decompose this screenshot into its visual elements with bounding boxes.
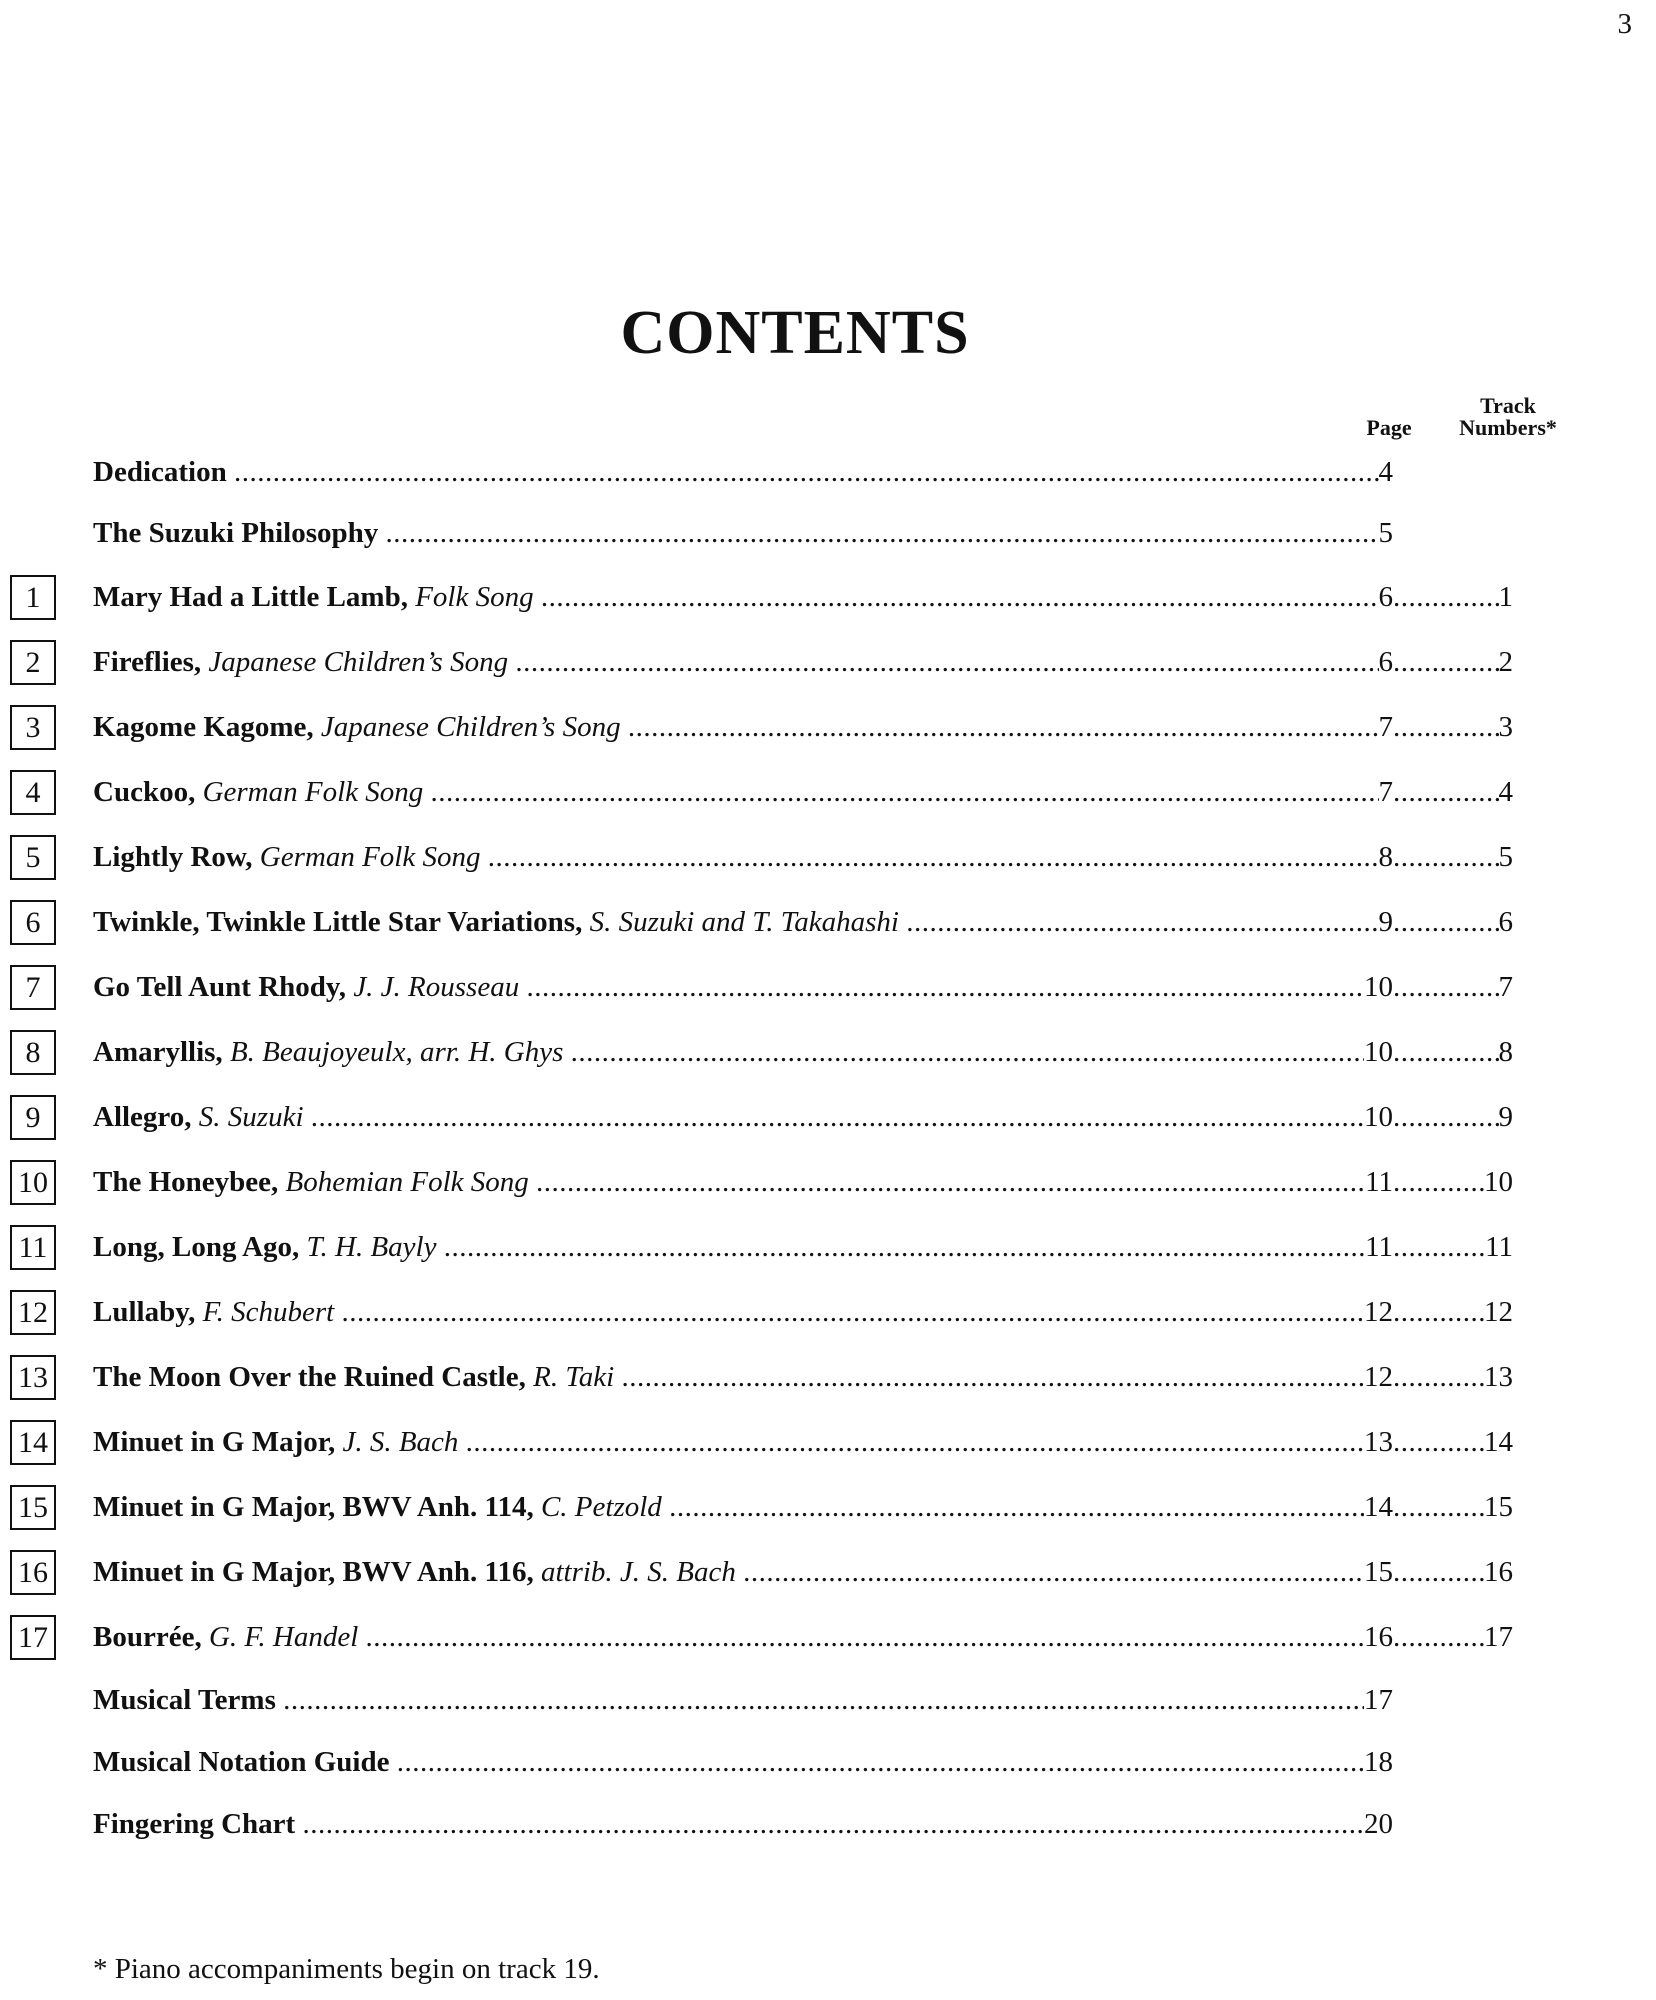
page-number: 3: [1617, 8, 1632, 40]
dot-leader: [571, 1036, 1364, 1069]
track-dot-leader: [1393, 841, 1499, 874]
toc-entry-line: [93, 517, 1393, 550]
entry-composer: J. J. Rousseau: [353, 971, 520, 1003]
dot-leader: [906, 906, 1378, 939]
entry-track: [1393, 646, 1513, 679]
entry-title: Go Tell Aunt Rhody,: [93, 971, 347, 1003]
entry-track: [1393, 1166, 1513, 1199]
entry-track: [1393, 1426, 1513, 1459]
track-number-box: 12: [10, 1290, 56, 1335]
entry-page-number: 6: [1378, 581, 1393, 613]
entry-title: Dedication: [93, 456, 227, 488]
toc-entry: [0, 1800, 1656, 1850]
entry-composer: T. H. Bayly: [306, 1231, 437, 1263]
toc-entry-line: [93, 971, 1393, 1004]
entry-composer: R. Taki: [533, 1361, 615, 1393]
toc-entry: [0, 638, 1656, 688]
entry-page-number: 10: [1364, 1101, 1393, 1133]
entry-title: Minuet in G Major, BWV Anh. 116,: [93, 1556, 534, 1588]
entry-title: Kagome Kagome,: [93, 711, 314, 743]
entry-track-number: 17: [1484, 1621, 1513, 1653]
track-number-box: 16: [10, 1550, 56, 1595]
track-dot-leader: [1393, 1296, 1484, 1329]
track-dot-leader: [1393, 1556, 1484, 1589]
track-number-box: 7: [10, 965, 56, 1010]
entry-track-number: 10: [1484, 1166, 1513, 1198]
toc-entry: [0, 1223, 1656, 1273]
track-dot-leader: [1393, 1036, 1499, 1069]
entry-track-number: 9: [1498, 1101, 1513, 1133]
dot-leader: [311, 1101, 1364, 1134]
dot-leader: [444, 1231, 1365, 1264]
toc-entry-line: [93, 1296, 1393, 1329]
entry-track-number: 14: [1484, 1426, 1513, 1458]
track-dot-leader: [1393, 776, 1499, 809]
track-dot-leader: [1393, 1231, 1485, 1264]
entry-composer: F. Schubert: [202, 1296, 335, 1328]
entry-title: Musical Notation Guide: [93, 1746, 390, 1778]
footnote: * Piano accompaniments begin on track 19.: [93, 1953, 600, 1985]
entry-page-number: 10: [1364, 971, 1393, 1003]
entry-track-number: 2: [1498, 646, 1513, 678]
entry-track: [1393, 1361, 1513, 1394]
entry-title: Bourrée,: [93, 1621, 202, 1653]
toc-entry: [0, 1613, 1656, 1663]
dot-leader: [386, 517, 1379, 550]
toc-entry-line: [93, 456, 1393, 489]
entry-track-number: 6: [1498, 906, 1513, 938]
toc-entry: [0, 1738, 1656, 1788]
entry-track-number: 8: [1498, 1036, 1513, 1068]
track-number-box: 5: [10, 835, 56, 880]
entry-composer: C. Petzold: [540, 1491, 662, 1523]
toc-entry: [0, 1288, 1656, 1338]
track-dot-leader: [1393, 1361, 1484, 1394]
track-number-box: 9: [10, 1095, 56, 1140]
entry-page-number: 10: [1364, 1036, 1393, 1068]
entry-track-number: 5: [1498, 841, 1513, 873]
entry-title: Minuet in G Major, BWV Anh. 114,: [93, 1491, 534, 1523]
entry-page-number: 15: [1364, 1556, 1393, 1588]
toc-entry: [0, 1418, 1656, 1468]
dot-leader: [397, 1746, 1364, 1779]
entry-composer: Japanese Children’s Song: [208, 646, 509, 678]
entry-track-number: 7: [1498, 971, 1513, 1003]
toc-entry-line: [93, 1166, 1393, 1199]
entry-title: Amaryllis,: [93, 1036, 223, 1068]
entry-title: The Honeybee,: [93, 1166, 279, 1198]
entry-page-number: 7: [1378, 711, 1393, 743]
entry-composer: S. Suzuki: [198, 1101, 304, 1133]
entry-page-number: 12: [1364, 1361, 1393, 1393]
track-number-box: 3: [10, 705, 56, 750]
entry-track-number: 3: [1498, 711, 1513, 743]
page-title: CONTENTS: [620, 299, 970, 367]
track-number-box: 10: [10, 1160, 56, 1205]
toc-entry-line: [93, 841, 1393, 874]
toc-entry-line: [93, 1746, 1393, 1779]
dot-leader: [466, 1426, 1364, 1459]
entry-title: Cuckoo,: [93, 776, 196, 808]
entry-page-number: 14: [1364, 1491, 1393, 1523]
track-number-box: 14: [10, 1420, 56, 1465]
entry-track-number: 1: [1498, 581, 1513, 613]
toc-entry: [0, 1028, 1656, 1078]
entry-title: Twinkle, Twinkle Little Star Variations,: [93, 906, 583, 938]
toc-entry: [0, 963, 1656, 1013]
entry-track: [1393, 1296, 1513, 1329]
toc-entry: [0, 768, 1656, 818]
entry-title: Lullaby,: [93, 1296, 196, 1328]
entry-page-number: 4: [1378, 456, 1393, 488]
track-dot-leader: [1393, 1426, 1484, 1459]
track-column-header: [1448, 395, 1568, 439]
track-dot-leader: [1393, 646, 1499, 679]
track-column-header-line1: Track: [1480, 393, 1536, 418]
page-column-header: Page: [1366, 415, 1412, 440]
dot-leader: [234, 456, 1379, 489]
entry-track: [1393, 1231, 1513, 1264]
toc-entry-line: [93, 1556, 1393, 1589]
toc-entry-line: [93, 1684, 1393, 1717]
toc-entry-line: [93, 1036, 1393, 1069]
dot-leader: [541, 581, 1379, 614]
entry-track: [1393, 1101, 1513, 1134]
track-number-box: 15: [10, 1485, 56, 1530]
entry-composer: Bohemian Folk Song: [285, 1166, 529, 1198]
toc-entry: [0, 509, 1656, 559]
entry-title: Musical Terms: [93, 1684, 276, 1716]
entry-track: [1393, 1491, 1513, 1524]
dot-leader: [621, 1361, 1364, 1394]
toc-entry: [0, 573, 1656, 623]
entry-composer: German Folk Song: [259, 841, 481, 873]
entry-track-number: 12: [1484, 1296, 1513, 1328]
entry-title: The Suzuki Philosophy: [93, 517, 379, 549]
toc-entry: [0, 703, 1656, 753]
track-number-box: 11: [10, 1225, 56, 1270]
entry-track: [1393, 1621, 1513, 1654]
entry-track: [1393, 906, 1513, 939]
dot-leader: [669, 1491, 1364, 1524]
track-number-box: 6: [10, 900, 56, 945]
track-number-box: 13: [10, 1355, 56, 1400]
toc-entry: [0, 1093, 1656, 1143]
entry-track: [1393, 711, 1513, 744]
toc-entry: [0, 1483, 1656, 1533]
dot-leader: [526, 971, 1364, 1004]
entry-page-number: 9: [1378, 906, 1393, 938]
entry-composer: Folk Song: [415, 581, 534, 613]
toc-entry: [0, 1353, 1656, 1403]
entry-track-number: 4: [1498, 776, 1513, 808]
entry-title: Allegro,: [93, 1101, 192, 1133]
toc-entry: [0, 1158, 1656, 1208]
toc-entry-line: [93, 1808, 1393, 1841]
dot-leader: [341, 1296, 1364, 1329]
toc-entry: [0, 1548, 1656, 1598]
track-dot-leader: [1393, 581, 1499, 614]
entry-page-number: 7: [1378, 776, 1393, 808]
toc-entry: [0, 1676, 1656, 1726]
entry-composer: B. Beaujoyeulx, arr. H. Ghys: [229, 1036, 564, 1068]
toc-entry-line: [93, 1621, 1393, 1654]
dot-leader: [431, 776, 1379, 809]
toc-entry-line: [93, 1101, 1393, 1134]
entry-track-number: 16: [1484, 1556, 1513, 1588]
entry-page-number: 17: [1364, 1684, 1393, 1716]
entry-page-number: 13: [1364, 1426, 1393, 1458]
track-dot-leader: [1393, 711, 1499, 744]
toc-entry-line: [93, 646, 1393, 679]
entry-page-number: 11: [1365, 1166, 1393, 1198]
entry-title: Long, Long Ago,: [93, 1231, 300, 1263]
entry-page-number: 18: [1364, 1746, 1393, 1778]
track-dot-leader: [1393, 1621, 1484, 1654]
track-number-box: 8: [10, 1030, 56, 1075]
dot-leader: [366, 1621, 1364, 1654]
dot-leader: [628, 711, 1379, 744]
entry-page-number: 12: [1364, 1296, 1393, 1328]
entry-composer: Japanese Children’s Song: [320, 711, 621, 743]
toc-entry-line: [93, 776, 1393, 809]
entry-title: The Moon Over the Ruined Castle,: [93, 1361, 526, 1393]
entry-track-number: 15: [1484, 1491, 1513, 1523]
dot-leader: [283, 1684, 1364, 1717]
toc-entry-line: [93, 906, 1393, 939]
track-number-box: 1: [10, 575, 56, 620]
entry-page-number: 11: [1365, 1231, 1393, 1263]
dot-leader: [515, 646, 1378, 679]
entry-title: Minuet in G Major,: [93, 1426, 336, 1458]
entry-page-number: 5: [1378, 517, 1393, 549]
toc-entry-line: [93, 1231, 1393, 1264]
entry-composer: G. F. Handel: [208, 1621, 359, 1653]
entry-composer: attrib. J. S. Bach: [540, 1556, 736, 1588]
entry-page-number: 6: [1378, 646, 1393, 678]
entry-title: Mary Had a Little Lamb,: [93, 581, 408, 613]
entry-title: Lightly Row,: [93, 841, 253, 873]
entry-composer: S. Suzuki and T. Takahashi: [589, 906, 899, 938]
track-dot-leader: [1393, 1166, 1484, 1199]
dot-leader: [302, 1808, 1364, 1841]
track-number-box: 4: [10, 770, 56, 815]
track-column-header-line2: Numbers*: [1459, 415, 1557, 440]
track-dot-leader: [1393, 1491, 1484, 1524]
track-dot-leader: [1393, 1101, 1499, 1134]
entry-track: [1393, 776, 1513, 809]
entry-title: Fireflies,: [93, 646, 202, 678]
dot-leader: [488, 841, 1379, 874]
toc-entry: [0, 448, 1656, 498]
entry-track: [1393, 581, 1513, 614]
entry-track-number: 11: [1485, 1231, 1513, 1263]
entry-page-number: 16: [1364, 1621, 1393, 1653]
track-number-box: 17: [10, 1615, 56, 1660]
entry-track: [1393, 1556, 1513, 1589]
entry-track: [1393, 841, 1513, 874]
entry-track-number: 13: [1484, 1361, 1513, 1393]
track-dot-leader: [1393, 906, 1499, 939]
toc-entry-line: [93, 1361, 1393, 1394]
track-number-box: 2: [10, 640, 56, 685]
toc-entry-line: [93, 1491, 1393, 1524]
dot-leader: [536, 1166, 1365, 1199]
track-dot-leader: [1393, 971, 1499, 1004]
entry-track: [1393, 1036, 1513, 1069]
toc-entry: [0, 898, 1656, 948]
entry-title: Fingering Chart: [93, 1808, 296, 1840]
entry-page-number: 20: [1364, 1808, 1393, 1840]
entry-composer: J. S. Bach: [342, 1426, 459, 1458]
entry-page-number: 8: [1378, 841, 1393, 873]
dot-leader: [743, 1556, 1364, 1589]
toc-entry-line: [93, 711, 1393, 744]
toc-entry: [0, 833, 1656, 883]
entry-composer: German Folk Song: [202, 776, 424, 808]
entry-track: [1393, 971, 1513, 1004]
toc-entry-line: [93, 1426, 1393, 1459]
toc-entry-line: [93, 581, 1393, 614]
